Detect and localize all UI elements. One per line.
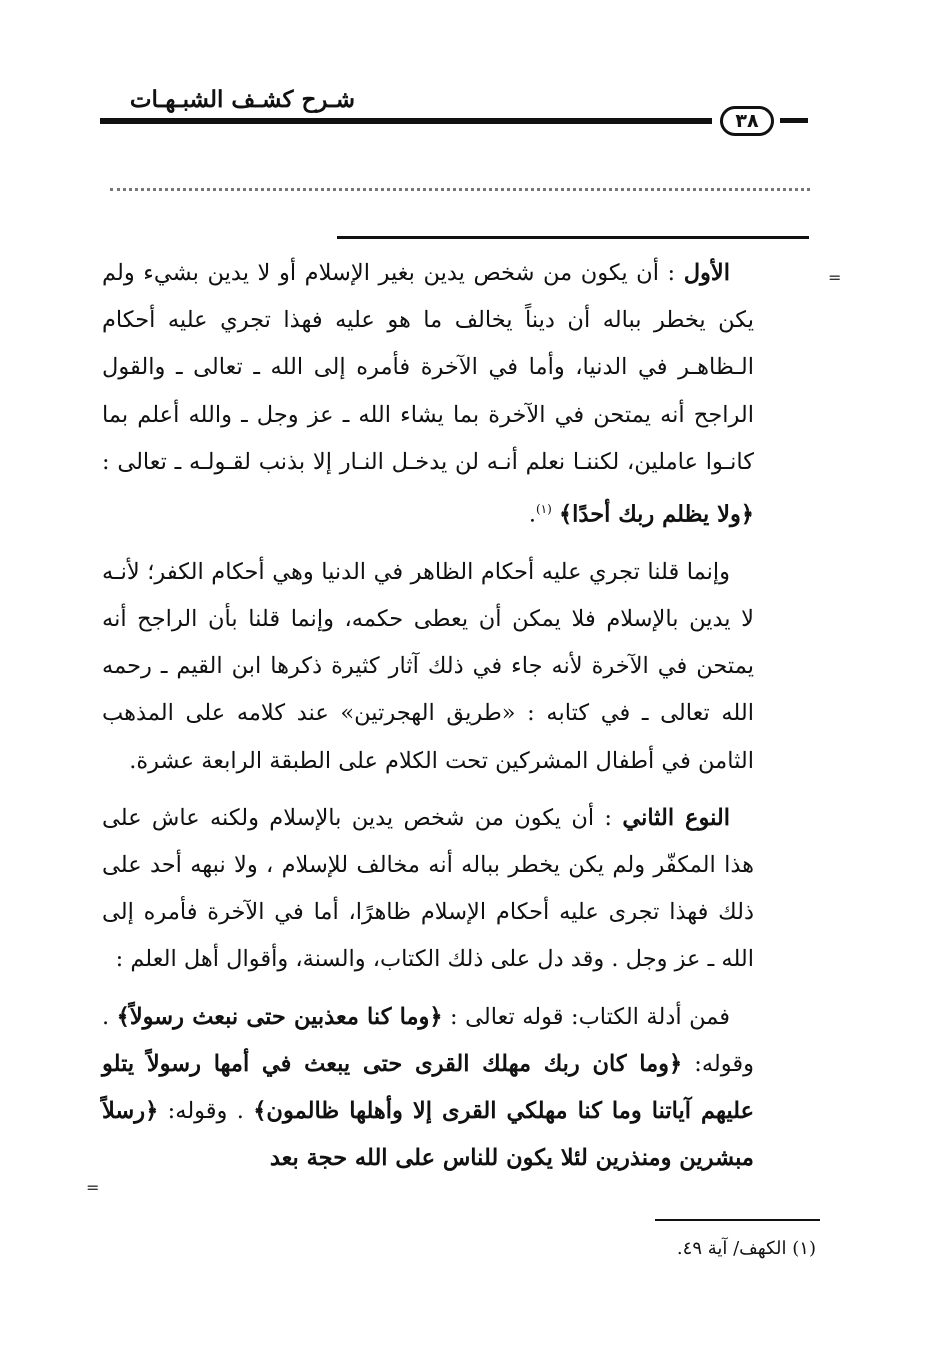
header-rule <box>100 118 712 124</box>
paragraph-explanation <box>102 549 754 785</box>
paragraph-second-type <box>102 795 754 984</box>
text-first: : أن يكون من شخص يدين بغير الإسلام أو لا يدين بشيء ولم يكن يخطر بباله أن ديناً يخالف ما هو عليه فهذا تجري عليه أحكام الـظاهـر في الدنيا، وأما في الآخرة فأمره إلى الله ـ تعالى ـ والقول الراجح أنه يمتحن في الآخرة بما يشاء الله ـ عز وجل ـ والله أعلم بما كانـوا عاملين، لكننـا نعلم أنـه لن يدخـل النـار إلا بذنب لقـولـه ـ تعالى : <box>102 260 754 475</box>
header-dash <box>780 118 808 123</box>
text-explanation: وإنما قلنا تجري عليه أحكام الظاهر في الدنيا وهي أحكام الكفر؛ لأنـه لا يدين بالإسلام فلا يمكن أن يعطى حكمه، وإنما قلنا بأن الراجح أنه يمتحن في الآخرة لأنه جاء في ذلك آثار كثيرة ذكرها ابن القيم ـ رحمه الله تعالى ـ في كتابه : «طريق الهجرتين» عند كلامه على المذهب الثامن في أطفال المشركين تحت الكلام على الطبقة الرابعة عشرة. <box>102 558 754 774</box>
body-text <box>102 250 754 1192</box>
paragraph-first-type: الأول : أن يكون من شخص يدين بغير الإسلام أو لا يدين بشيء ولم يكن يخطر بباله أن ديناً يخالف ما هو عليه فهذا تجري عليه أحكام الـظاهـر في الدنيا، وأما في الآخرة فأمره إلى الله ـ تعالى ـ والقول الراجح أنه يمتحن في الآخرة بما يشاء الله ـ عز وجل ـ والله أعلم بما كانـوا عاملين، لكننـا نعلم أنـه لن يدخـل النـار إلا بذنب لقـولـه ـ تعالى : ﴿ولا يظلم ربك أحدًا﴾ $^{(١)}$. <box>102 260 754 528</box>
page-number: ٣٨ <box>720 106 774 136</box>
label-first: الأول <box>683 260 730 286</box>
margin-mark-bottom: = <box>86 1178 100 1197</box>
page-header <box>100 80 810 150</box>
footnote-ref: (١) <box>535 502 552 517</box>
text-evidence-intro: فمن أدلة الكتاب: قوله تعالى : <box>450 1003 730 1030</box>
label-second: النوع الثاني <box>622 804 731 831</box>
dotted-separator <box>110 188 810 191</box>
quran-quote-1: ﴿وما كنا معذبين حتى نبعث رسولاً﴾ <box>116 1003 443 1030</box>
quran-quote: ﴿ولا يظلم ربك أحدًا﴾ <box>558 501 754 528</box>
paragraph-evidence <box>102 994 754 1183</box>
footnote <box>677 1238 816 1259</box>
section-rule <box>337 236 809 239</box>
footnote-text: الكهف/ آية ٤٩. <box>676 1238 787 1259</box>
running-title: شـرح كشـف الشبـهـات <box>129 86 355 113</box>
text-evidence-2: . وقوله: <box>102 1003 754 1077</box>
quran-quote-3: ﴿رسلاً مبشرين ومنذرين لئلا يكون للناس على الله حجة بعد <box>102 1097 754 1172</box>
text-second: : أن يكون من شخص يدين بالإسلام ولكنه عاش على هذا المكفّر ولم يكن يخطر بباله أنه مخالف للإسلام ، ولا نبهه أحد على ذلك فهذا تجرى عليه أحكام الإسلام ظاهرًا، أما في الآخرة فأمره إلى الله ـ عز وجل . وقد دل على ذلك الكتاب، والسنة، وأقوال أهل العلم : <box>102 804 754 973</box>
footnote-rule <box>655 1219 820 1221</box>
margin-mark-top: = <box>828 268 842 287</box>
text-evidence-3: . وقوله: <box>167 1097 244 1124</box>
footnote-number: (١) <box>792 1238 816 1259</box>
quran-quote-2: ﴿وما كان ربك مهلك القرى حتى يبعث في أمها رسولاً يتلو عليهم آياتنا وما كنا مهلكي القرى إلا وأهلها ظالمون﴾ <box>102 1050 755 1124</box>
